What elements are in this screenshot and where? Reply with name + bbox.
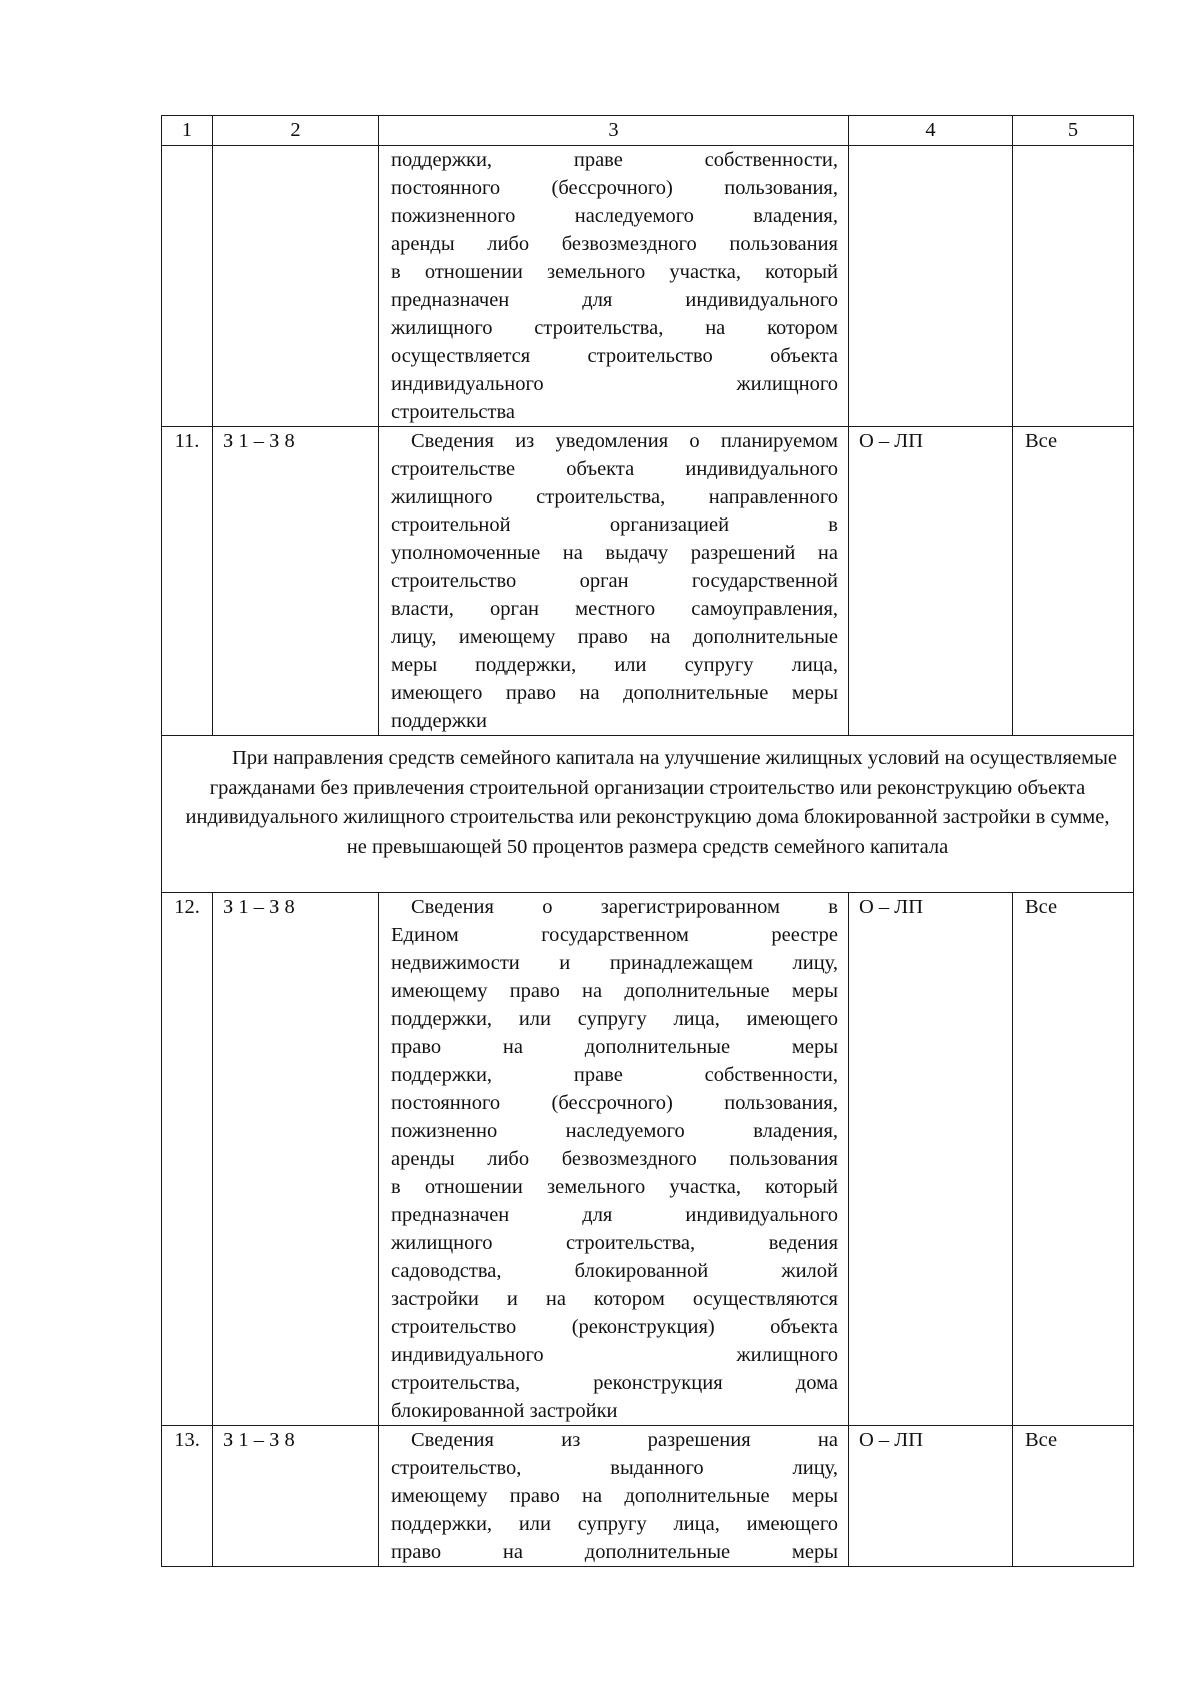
text-line-last: блокированной застройки bbox=[391, 1400, 618, 1422]
text-line: постоянного (бессрочного) пользования, bbox=[391, 177, 838, 199]
text-line-last: строительства bbox=[391, 401, 515, 423]
table-header-row bbox=[162, 116, 1134, 146]
text-line: строительство (реконструкция) объекта bbox=[391, 1316, 838, 1338]
text-line: жилищного строительства, ведения bbox=[391, 1232, 838, 1254]
text-line: аренды либо безвозмездного пользования bbox=[391, 233, 838, 255]
table-row-12 bbox=[162, 893, 1134, 1426]
row-scope bbox=[1013, 146, 1134, 427]
row-description bbox=[379, 427, 849, 736]
text-line: имеющему право на дополнительные меры bbox=[391, 980, 838, 1002]
text-line: Едином государственном реестре bbox=[391, 924, 838, 946]
header-col-3: 3 bbox=[379, 116, 849, 146]
text-line: жилищного строительства, направленного bbox=[391, 486, 838, 508]
text-line: предназначен для индивидуального bbox=[391, 289, 838, 311]
row-description bbox=[379, 893, 849, 1426]
text-line: Сведения из разрешения на bbox=[411, 1429, 838, 1451]
text-line-last: поддержки bbox=[391, 710, 487, 732]
row-source: О – ЛП bbox=[849, 893, 1013, 1426]
row-code bbox=[213, 146, 379, 427]
row-number bbox=[162, 146, 213, 427]
row-source: О – ЛП bbox=[849, 427, 1013, 736]
row-scope: Все bbox=[1013, 1426, 1134, 1567]
text-line: застройки и на котором осуществляются bbox=[391, 1288, 838, 1310]
row-source bbox=[849, 146, 1013, 427]
header-col-5: 5 bbox=[1013, 116, 1134, 146]
table-row-13 bbox=[162, 1426, 1134, 1567]
text-line: недвижимости и принадлежащем лицу, bbox=[391, 952, 838, 974]
text-line: поддержки, праве собственности, bbox=[391, 149, 838, 171]
text-line: имеющего право на дополнительные меры bbox=[391, 682, 838, 704]
text-line: строительной организацией в bbox=[391, 514, 838, 536]
text-line: право на дополнительные меры bbox=[391, 1541, 838, 1563]
header-col-2: 2 bbox=[213, 116, 379, 146]
text-line: строительстве объекта индивидуального bbox=[391, 458, 838, 480]
table-row-continuation bbox=[162, 146, 1134, 427]
text-line: индивидуального жилищного bbox=[391, 1344, 838, 1366]
text-line: строительство, выданного лицу, bbox=[391, 1457, 838, 1479]
text-line: поддержки, или супругу лица, имеющего bbox=[391, 1008, 838, 1030]
header-col-4: 4 bbox=[849, 116, 1013, 146]
row-code: З 1 – З 8 bbox=[213, 893, 379, 1426]
text-line: пожизненно наследуемого владения, bbox=[391, 1120, 838, 1142]
text-line: пожизненного наследуемого владения, bbox=[391, 205, 838, 227]
row-number: 11. bbox=[162, 427, 213, 736]
text-line: меры поддержки, или супругу лица, bbox=[391, 654, 838, 676]
text-line: лицу, имеющему право на дополнительные bbox=[391, 626, 838, 648]
document-table bbox=[161, 115, 1134, 1567]
text-line: поддержки, или супругу лица, имеющего bbox=[391, 1513, 838, 1535]
text-line: индивидуального жилищного bbox=[391, 373, 838, 395]
text-line: аренды либо безвозмездного пользования bbox=[391, 1148, 838, 1170]
row-code: З 1 – З 8 bbox=[213, 1426, 379, 1567]
row-source: О – ЛП bbox=[849, 1426, 1013, 1567]
row-code: З 1 – З 8 bbox=[213, 427, 379, 736]
text-line: право на дополнительные меры bbox=[391, 1036, 838, 1058]
text-line: предназначен для индивидуального bbox=[391, 1204, 838, 1226]
text-line: в отношении земельного участка, который bbox=[391, 261, 838, 283]
text-line: строительства, реконструкция дома bbox=[391, 1372, 838, 1394]
text-line: постоянного (бессрочного) пользования, bbox=[391, 1092, 838, 1114]
row-number: 12. bbox=[162, 893, 213, 1426]
section-heading bbox=[162, 736, 1134, 893]
text-line: имеющему право на дополнительные меры bbox=[391, 1485, 838, 1507]
section-heading-text: При направления средств семейного капитала на улучшение жилищных условий на осуществляемые гражданами без привлечения строительной организации строительство или реконструкцию объекта индивидуального жилищного строительства или реконструкцию дома блокированной застройки в сумме, не превышающей 50 процентов размера средств семейного капитала bbox=[185, 747, 1117, 858]
row-description bbox=[379, 146, 849, 427]
row-description bbox=[379, 1426, 849, 1567]
text-line: поддержки, праве собственности, bbox=[391, 1064, 838, 1086]
header-col-1: 1 bbox=[162, 116, 213, 146]
text-line: власти, орган местного самоуправления, bbox=[391, 598, 838, 620]
row-number: 13. bbox=[162, 1426, 213, 1567]
table-row-11 bbox=[162, 427, 1134, 736]
text-line: строительство орган государственной bbox=[391, 570, 838, 592]
table-section-row bbox=[162, 736, 1134, 893]
text-line: Сведения из уведомления о планируемом bbox=[411, 430, 838, 452]
text-line: осуществляется строительство объекта bbox=[391, 345, 838, 367]
text-line: в отношении земельного участка, который bbox=[391, 1176, 838, 1198]
text-line: жилищного строительства, на котором bbox=[391, 317, 838, 339]
text-line: уполномоченные на выдачу разрешений на bbox=[391, 542, 838, 564]
row-scope: Все bbox=[1013, 893, 1134, 1426]
row-scope: Все bbox=[1013, 427, 1134, 736]
text-line: садоводства, блокированной жилой bbox=[391, 1260, 838, 1282]
text-line: Сведения о зарегистрированном в bbox=[411, 896, 838, 918]
